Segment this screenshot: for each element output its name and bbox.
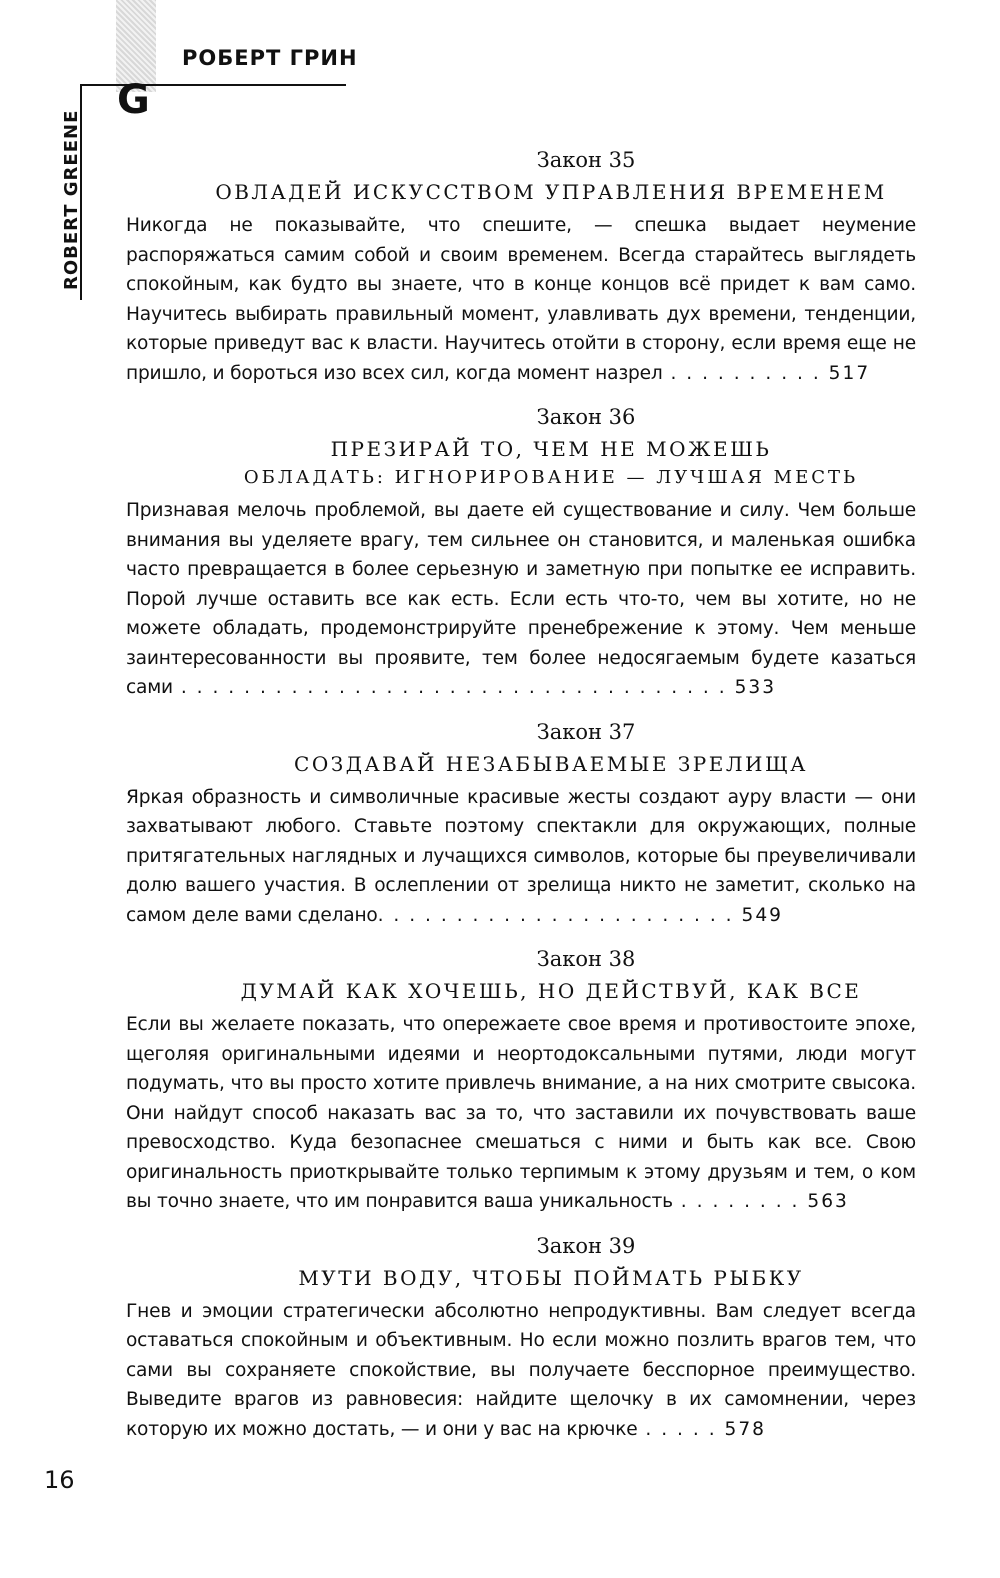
law-entry	[126, 717, 916, 931]
law-description	[126, 783, 916, 931]
law-title-line: СОЗДАВАЙ НЕЗАБЫВАЕМЫЕ ЗРЕЛИЩА	[294, 751, 808, 776]
law-page-ref[interactable]: 517	[828, 362, 871, 384]
law-number: Закон 39	[536, 1233, 636, 1258]
law-title-line: ОВЛАДЕЙ ИСКУССТВОМ УПРАВЛЕНИЯ ВРЕМЕНЕМ	[215, 180, 887, 204]
law-description	[126, 1010, 916, 1217]
law-description	[126, 1297, 916, 1445]
law-title-line: ДУМАЙ КАК ХОЧЕШЬ, НО ДЕЙСТВУЙ, КАК ВСЕ	[240, 979, 862, 1003]
leader-dots: . . . . . . . . . .	[662, 362, 829, 384]
leader-dots: . . . . . . . . . . . . . . . . . . . . . . . . . . . . . . . . . . .	[172, 677, 735, 698]
law-page-ref[interactable]: 549	[741, 904, 783, 926]
leader-dots: . . . . . . . . . . . . . . . . . . . . . . .	[377, 904, 742, 926]
spine-label-wrap	[44, 109, 82, 304]
law-description	[126, 496, 916, 703]
law-title-line: МУТИ ВОДУ, ЧТОБЫ ПОЙМАТЬ РЫБКУ	[298, 1265, 804, 1290]
law-title	[126, 749, 916, 779]
law-entry	[126, 1231, 916, 1445]
law-page-ref[interactable]: 533	[734, 677, 777, 698]
law-page-ref[interactable]: 563	[807, 1191, 849, 1212]
g-logo-icon: G	[117, 77, 150, 123]
running-header-author: РОБЕРТ ГРИН	[182, 46, 358, 70]
law-description-text: Никогда не показывайте, что спешите, — спешка выдает неумение распоряжаться самим собой и своим временем. Всегда старайтесь выглядеть спокойным, как будто вы знаете, что в конце концов всё придет к вам само. Научитесь выбирать правильный момент, улавливать дух времени, тенденции, которые приведут вас к власти. Научитесь отойти в сторону, если время еще не пришло, и бороться изо всех сил, когда момент назрел	[126, 215, 916, 384]
page-number: 16	[44, 1466, 75, 1494]
law-title	[126, 434, 916, 492]
leader-dots: . . . . .	[637, 1418, 725, 1440]
law-number: Закон 38	[536, 947, 636, 971]
toc-content	[126, 145, 916, 1444]
law-title	[126, 976, 916, 1006]
law-description-text: Гнев и эмоции стратегически абсолютно непродуктивны. Вам следует всегда оставаться спокойным и объективным. Но если можно позлить врагов тем, что сами вы сохраняете спокойствие, вы получаете бесспорное преимущество. Выведите врагов из равновесия: найдите щелочку в их самомнении, через которую их можно достать, — и они у вас на крючке	[126, 1300, 916, 1440]
law-description-text: Яркая образность и символичные красивые жесты создают ауру власти — они захватывают любого. Ставьте поэтому спектакли для окружающих, полные притягательных наглядных и лучащихся символов, которые бы преувеличивали долю вашего участия. В ослеплении от зрелища никто не заметит, сколько на самом деле вами сделано	[126, 786, 916, 926]
leader-dots: . . . . . . . .	[672, 1191, 808, 1212]
law-description	[126, 211, 916, 388]
law-number: Закон 36	[536, 405, 636, 429]
law-entry	[126, 402, 916, 703]
law-entry	[126, 944, 916, 1217]
law-description-text: Признавая мелочь проблемой, вы даете ей существование и силу. Чем больше внимания вы уделяете врагу, тем сильнее он становится, и маленькая ошибка часто превращается в более серьезную и заметную при попытке ее исправить. Порой лучше оставить все как есть. Если есть что-то, чем вы хотите, но не можете обладать, продемонстрируйте пренебрежение к этому. Чем меньше заинтересованности вы проявите, тем более недосягаемым будете казаться сами	[126, 500, 916, 698]
law-title	[126, 1263, 916, 1293]
law-title	[126, 177, 916, 207]
law-page-ref[interactable]: 578	[724, 1418, 767, 1440]
spine-author-label: ROBERT GREENE	[61, 109, 82, 290]
law-description-text: Если вы желаете показать, что опережаете свое время и противостоите эпохе, щеголяя оригинальными идеями и неортодоксальными путями, люди могут подумать, что вы просто хотите привлечь внимание, а на них смотрите свысока. Они найдут способ наказать вас за то, что заставили их почувствовать ваше превосходство. Куда безопаснее смешаться с ними и быть как все. Свою оригинальность приоткрывайте только терпимым к этому друзьям и тем, о ком вы точно знаете, что им понравится ваша уникальность	[126, 1014, 916, 1212]
law-title-line: ОБЛАДАТЬ: ИГНОРИРОВАНИЕ — ЛУЧШАЯ МЕСТЬ	[243, 467, 859, 488]
law-title-line: ПРЕЗИРАЙ ТО, ЧЕМ НЕ МОЖЕШЬ	[330, 437, 772, 461]
law-entry	[126, 145, 916, 388]
law-number: Закон 35	[536, 148, 636, 172]
law-number: Закон 37	[536, 719, 636, 744]
